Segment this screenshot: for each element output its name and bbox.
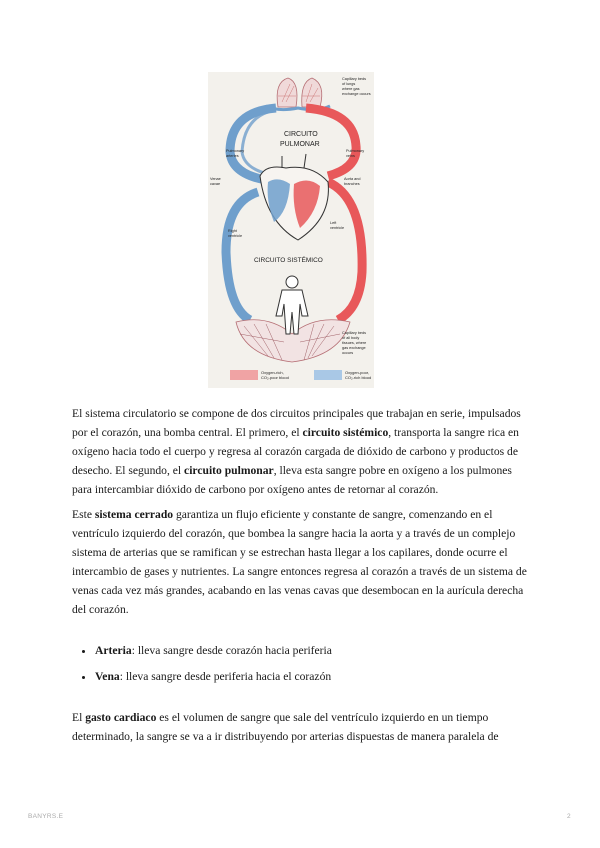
label-capillary-lungs-3: where gas [342,87,360,91]
paragraph-circuits [72,404,530,499]
legend-oxygen-poor-1: Oxygen-poor, [345,370,370,375]
label-pulmonary-veins-1: Pulmonary [346,149,365,153]
paragraph-circuits-text-3: , lleva esta sangre pobre en oxígeno a los pulmones para intercambiar dióxido de carbono por oxígeno antes de retornar al corazón. [72,464,512,496]
label-capillary-body-5: occurs [342,351,354,355]
label-aorta-2: branches [344,182,360,186]
systemic-title: CIRCUITO SISTÉMICO [254,257,323,264]
paragraph-cardiac-output [72,708,530,746]
legend-oxygen-rich-1: Oxygen-rich, [261,370,284,375]
artery-definition: : lleva sangre desde corazón hacia periferia [131,644,332,657]
list-item-vein [95,667,530,686]
vessel-definition-list [72,641,530,686]
paragraph-circuits-text-2: , transporta la sangre rica en oxígeno hacia todo el cuerpo y regresa al corazón cargada de dióxido de carbono y productos de desecho. El segundo, el [72,426,519,477]
legend-oxygen-poor-2: CO₂-rich blood [345,375,372,380]
legend-swatch-oxygen-poor [314,370,342,380]
label-right-ventricle-1: Right [228,229,237,233]
term-systemic-circuit: circuito sistémico [302,426,389,439]
label-left-ventricle-1: Left [330,221,337,225]
term-cardiac-output: gasto cardiaco [85,711,157,724]
term-pulmonary-circuit: circuito pulmonar [184,464,274,477]
label-capillary-body-4: gas exchange [342,346,366,350]
document-body [72,404,530,746]
label-right-ventricle-2: ventricle [228,234,243,238]
label-aorta-1: Aorta and [344,177,361,181]
page-number: 2 [567,813,571,820]
term-closed-system: sistema cerrado [94,508,174,521]
paragraph-circuits-text-1: El sistema circulatorio se compone de dos circuitos principales que trabajan en serie, impulsados por el corazón, una bomba central. El primero, el [72,407,521,439]
label-pulmonary-arteries-1: Pulmonary [226,149,245,153]
circulatory-diagram [208,72,374,388]
vein-definition: : lleva sangre desde periferia hacia el corazón [119,670,332,683]
term-vein: Vena [95,670,120,683]
label-pulmonary-arteries-2: arteries [226,154,239,158]
label-venae-cavae-1: Venae [210,177,221,181]
label-capillary-lungs-1: Capillary beds [342,77,367,81]
circulatory-diagram-svg [208,72,374,388]
paragraph-closed-system-text-1: Este [72,508,95,521]
label-capillary-lungs-2: of lungs [342,82,356,86]
list-item-artery [95,641,530,660]
legend-swatch-oxygen-rich [230,370,258,380]
label-capillary-body-1: Capillary beds [342,331,367,335]
paragraph-closed-system [72,505,530,619]
label-left-ventricle-2: ventricle [330,226,345,230]
legend-oxygen-rich-2: CO₂-poor blood [261,375,289,380]
footer-brand: BANYRS.E [28,813,64,820]
paragraph-closed-system-text-2: garantiza un flujo eficiente y constante de sangre, comenzando en el ventrículo izquierdo del corazón, que bombea la sangre hacia la aorta y a través de un complejo sistema de arterias que se ramifican y se estrechan hasta llegar a los capilares, donde ocurre el intercambio de gases y nutrientes. La sangre entonces regresa al corazón a través de un sistema de venas cada vez más grandes, acabando en las venas cavas que desembocan en la aurícula derecha del corazón. [72,508,527,616]
label-capillary-lungs-4: exchange occurs [342,92,371,96]
term-artery: Arteria [95,644,132,657]
label-capillary-body-3: tissues, where [342,341,367,345]
pulmonary-title-line1: CIRCUITO [284,131,318,138]
paragraph-cardiac-output-text-2: es el volumen de sangre que sale del ventrículo izquierdo en un tiempo determinado, la sangre se va a ir distribuyendo por arterias dispuestas de manera paralela de [72,711,499,743]
pulmonary-title-line2: PULMONAR [280,141,320,148]
label-pulmonary-veins-2: veins [346,154,355,158]
label-capillary-body-2: of all body [342,336,360,340]
paragraph-cardiac-output-text-1: El [72,711,86,724]
label-venae-cavae-2: cavae [210,182,221,186]
